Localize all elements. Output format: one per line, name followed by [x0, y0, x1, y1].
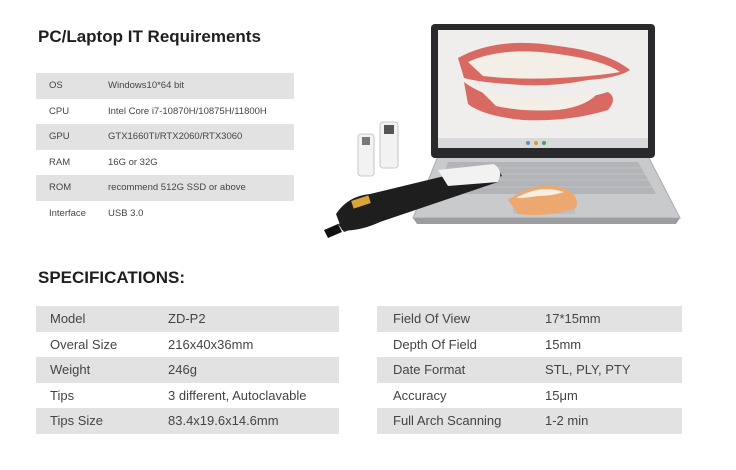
spec-label: Depth Of Field [393, 336, 477, 352]
spec-row-depth-of-field [377, 332, 682, 358]
spec-label: Tips [50, 387, 75, 403]
it-requirements-title: PC/Laptop IT Requirements [38, 27, 261, 46]
spec-value: 1-2 min [545, 413, 589, 429]
specifications-table-left [36, 306, 339, 434]
specifications-title: SPECIFICATIONS: [38, 268, 186, 287]
spec-value: 17*15mm [545, 311, 601, 327]
spec-row-tips [36, 383, 339, 409]
it-label: CPU [49, 105, 70, 117]
spec-label: Weight [50, 362, 91, 378]
it-value: 16G or 32G [108, 156, 158, 168]
spec-value: 246g [168, 362, 197, 378]
it-row-rom [36, 175, 294, 201]
spec-value: STL, PLY, PTY [545, 362, 631, 378]
it-label: ROM [49, 182, 72, 194]
spec-value: 15μm [545, 387, 578, 403]
spec-value: 83.4x19.6x14.6mm [168, 413, 279, 429]
spec-row-model [36, 306, 339, 332]
it-label: GPU [49, 131, 70, 143]
it-row-ram [36, 150, 294, 176]
spec-label: Tips Size [50, 413, 103, 429]
specifications-table-right [377, 306, 682, 434]
it-row-interface [36, 201, 294, 227]
spec-value: 15mm [545, 336, 582, 352]
spec-label: Model [50, 311, 86, 327]
it-value: USB 3.0 [108, 207, 144, 219]
spec-label: Date Format [393, 362, 466, 378]
spec-value: ZD-P2 [168, 311, 206, 327]
it-requirements-table [36, 73, 294, 226]
it-row-os [36, 73, 294, 99]
it-value: GTX1660TI/RTX2060/RTX3060 [108, 131, 243, 143]
it-value: recommend 512G SSD or above [108, 182, 246, 194]
it-label: RAM [49, 156, 71, 168]
spec-row-full-arch-scanning [377, 408, 682, 434]
it-row-gpu [36, 124, 294, 150]
spec-row-date-format [377, 357, 682, 383]
it-row-cpu [36, 99, 294, 125]
product-illustration [318, 18, 698, 248]
spec-row-weight [36, 357, 339, 383]
it-label: Interface [49, 207, 86, 219]
spec-label: Overal Size [50, 336, 118, 352]
it-label: OS [49, 80, 63, 92]
it-value: Windows10*64 bit [108, 80, 185, 92]
spec-row-overal-size [36, 332, 339, 358]
spec-label: Accuracy [393, 387, 447, 403]
spec-value: 3 different, Autoclavable [168, 387, 307, 403]
spec-label: Field Of View [393, 311, 471, 327]
spec-row-accuracy [377, 383, 682, 409]
spec-value: 216x40x36mm [168, 336, 254, 352]
scanner-tips [358, 122, 398, 176]
spec-row-tips-size [36, 408, 339, 434]
it-value: Intel Core i7-10870H/10875H/11800H [108, 105, 267, 117]
spec-label: Full Arch Scanning [393, 413, 502, 429]
spec-row-field-of-view [377, 306, 682, 332]
